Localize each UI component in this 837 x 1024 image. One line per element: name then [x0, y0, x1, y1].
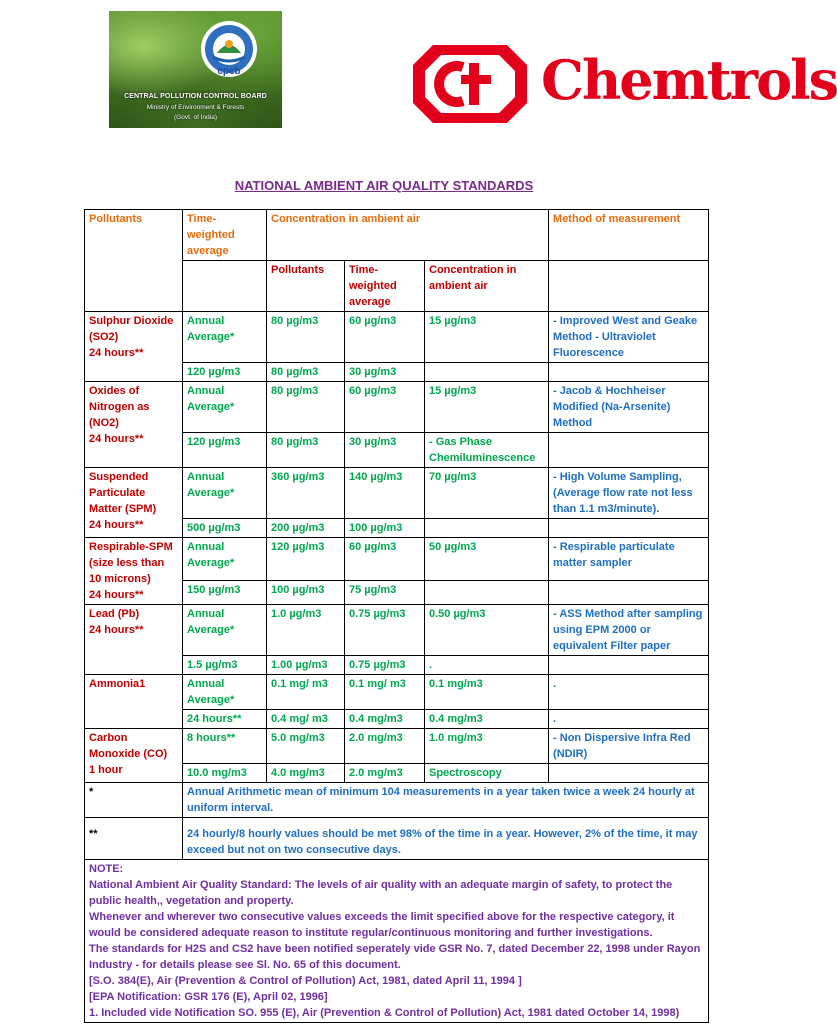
pollutant-name — [85, 675, 183, 729]
table-cell: 0.75 µg/m3 — [345, 656, 425, 675]
table-cell: 200 µg/m3 — [267, 519, 345, 538]
footnote-mark: ** — [85, 818, 183, 860]
table-row — [85, 538, 709, 581]
method-cell: . — [549, 675, 709, 710]
footnote-text: 24 hourly/8 hourly values should be met 98% of the time in a year. However, 2% of the time, it may exceed but not on two consecutive days. — [183, 818, 709, 860]
table-cell: 30 µg/m3 — [345, 363, 425, 382]
footnote-row — [85, 818, 709, 860]
table-cell: 2.0 mg/m3 — [345, 764, 425, 783]
table-row — [85, 605, 709, 656]
table-cell: 500 µg/m3 — [183, 519, 267, 538]
note-line: [EPA Notification: GSR 176 (E), April 02, 1996] — [89, 991, 328, 1003]
header-time-weighted: Time-weighted average — [183, 210, 267, 261]
table-cell — [549, 656, 709, 675]
table-cell: Annual Average* — [183, 538, 267, 581]
table-cell: Annual Average* — [183, 605, 267, 656]
pollutant-period: 24 hours** — [89, 519, 144, 531]
page-title: NATIONAL AMBIENT AIR QUALITY STANDARDS — [234, 178, 534, 193]
footnote-text: Annual Arithmetic mean of minimum 104 measurements in a year taken twice a week 24 hourly at uniform interval. — [183, 783, 709, 818]
table-cell: 2.0 mg/m3 — [345, 729, 425, 764]
table-cell: . — [425, 656, 549, 675]
table-cell: 100 µg/m3 — [267, 581, 345, 605]
table-cell — [425, 581, 549, 605]
subheader-time: Time-weighted average — [345, 261, 425, 312]
pollutant-period: 24 hours** — [89, 347, 144, 359]
table-header-row — [85, 210, 709, 261]
method-cell: - ASS Method after sampling using EPM 2000 or equivalent Filter paper — [549, 605, 709, 656]
table-cell: 70 µg/m3 — [425, 468, 549, 519]
table-cell: 15 µg/m3 — [425, 312, 549, 363]
header-concentration: Concentration in ambient air — [267, 210, 549, 261]
pollutant-period: 24 hours** — [89, 589, 144, 601]
table-cell: 80 µg/m3 — [267, 382, 345, 433]
table-cell — [549, 433, 709, 468]
method-cell: - Respirable particulate matter sampler — [549, 538, 709, 581]
pollutant-name — [85, 312, 183, 382]
table-cell: 1.0 µg/m3 — [267, 605, 345, 656]
table-cell: - Gas Phase Chemiluminescence — [425, 433, 549, 468]
method-cell: - High Volume Sampling, (Average flow rate not less than 1.1 m3/minute). — [549, 468, 709, 519]
table-cell — [549, 764, 709, 783]
table-cell: 30 µg/m3 — [345, 433, 425, 468]
cpcb-logo-text: cpcb — [217, 66, 241, 77]
ministry-name: Ministry of Environment & Forests — [146, 104, 245, 111]
table-cell: 80 µg/m3 — [267, 433, 345, 468]
note-line: The standards for H2S and CS2 have been notified seperately vide GSR No. 7, dated December 22, 1998 under Rayon Industry - for details please see Sl. No. 65 of this document. — [89, 943, 701, 971]
table-cell: 15 µg/m3 — [425, 382, 549, 433]
table-cell: 50 µg/m3 — [425, 538, 549, 581]
method-cell: . — [549, 710, 709, 729]
table-row — [85, 729, 709, 764]
pollutant-name — [85, 605, 183, 675]
pollutant-label: Sulphur Dioxide (SO2) — [89, 315, 174, 343]
table-cell: 1.0 mg/m3 — [425, 729, 549, 764]
table-cell: 0.4 mg/ m3 — [267, 710, 345, 729]
subheader-pollutants: Pollutants — [267, 261, 345, 312]
pollutant-name — [85, 729, 183, 783]
table-cell — [425, 363, 549, 382]
table-cell: 80 µg/m3 — [267, 363, 345, 382]
table-cell: 4.0 mg/m3 — [267, 764, 345, 783]
pollutant-label: Carbon Monoxide (CO) — [89, 732, 168, 760]
note-line: Whenever and wherever two consecutive values exceeds the limit specified above for the respective category, it would be considered adequate reason to institute regular/continuous monitoring and further investigations. — [89, 911, 675, 939]
header-pollutants: Pollutants — [85, 210, 183, 312]
header-method: Method of measurement — [549, 210, 709, 261]
table-cell: 10.0 mg/m3 — [183, 764, 267, 783]
table-cell: 0.50 µg/m3 — [425, 605, 549, 656]
standards-table — [84, 209, 709, 1023]
cpcb-emblem-icon — [199, 19, 259, 79]
table-cell: 140 µg/m3 — [345, 468, 425, 519]
table-cell: 80 µg/m3 — [267, 312, 345, 363]
ct-logo-text: ct — [469, 120, 471, 122]
pollutant-label: Ammonia1 — [89, 678, 146, 690]
table-cell: 150 µg/m3 — [183, 581, 267, 605]
table-cell: 5.0 mg/m3 — [267, 729, 345, 764]
table-cell — [549, 519, 709, 538]
note-heading: NOTE: — [89, 863, 124, 875]
table-cell: 360 µg/m3 — [267, 468, 345, 519]
table-cell: 120 µg/m3 — [183, 433, 267, 468]
pollutant-label: Lead (Pb) — [89, 608, 140, 620]
table-cell: Annual Average* — [183, 382, 267, 433]
table-cell: Annual Average* — [183, 675, 267, 710]
note-line: National Ambient Air Quality Standard: The levels of air quality with an adequate margin of safety, to protect the public health,, vegetation and property. — [89, 879, 673, 907]
table-cell: 75 µg/m3 — [345, 581, 425, 605]
table-cell: 0.4 mg/m3 — [425, 710, 549, 729]
table-cell: 120 µg/m3 — [183, 363, 267, 382]
pollutant-label: Oxides of Nitrogen as (NO2) — [89, 385, 150, 429]
subheader-blank — [183, 261, 267, 312]
table-cell: 100 µg/m3 — [345, 519, 425, 538]
note-line: [S.O. 384(E), Air (Prevention & Control of Pollution) Act, 1981, dated April 11, 1994 ] — [89, 975, 522, 987]
table-cell: 1.00 µg/m3 — [267, 656, 345, 675]
footnote-mark: * — [85, 783, 183, 818]
table-cell: 120 µg/m3 — [267, 538, 345, 581]
pollutant-period: 1 hour — [89, 764, 123, 776]
table-cell: 60 µg/m3 — [345, 538, 425, 581]
method-cell: - Improved West and Geake Method - Ultraviolet Fluorescence — [549, 312, 709, 363]
chemtrols-wordmark: Chemtrols — [541, 48, 837, 112]
table-row — [85, 675, 709, 710]
subheader-concentration: Concentration in ambient air — [425, 261, 549, 312]
table-cell — [549, 581, 709, 605]
table-cell: 0.75 µg/m3 — [345, 605, 425, 656]
pollutant-period: 24 hours** — [89, 624, 144, 636]
table-row — [85, 468, 709, 519]
table-cell: 0.1 mg/ m3 — [267, 675, 345, 710]
ct-logo-icon — [413, 45, 527, 123]
footnote-row — [85, 783, 709, 818]
table-cell: 1.5 µg/m3 — [183, 656, 267, 675]
table-cell: 8 hours** — [183, 729, 267, 764]
method-cell: - Jacob & Hochheiser Modified (Na-Arsenite) Method — [549, 382, 709, 433]
table-cell: 60 µg/m3 — [345, 382, 425, 433]
note-row — [85, 860, 709, 1023]
table-cell: 60 µg/m3 — [345, 312, 425, 363]
pollutant-name — [85, 382, 183, 468]
table-cell: Annual Average* — [183, 468, 267, 519]
table-cell: 0.1 mg/m3 — [425, 675, 549, 710]
pollutant-label: Suspended Particulate Matter (SPM) — [89, 471, 157, 515]
subheader-method-blank — [549, 261, 709, 312]
note-line: 1. Included vide Notification SO. 955 (E), Air (Prevention & Control of Pollution) Act, 1981 dated October 14, 1998) — [89, 1007, 680, 1019]
table-row — [85, 382, 709, 433]
table-cell — [549, 363, 709, 382]
table-row — [85, 312, 709, 363]
note-block — [85, 860, 709, 1023]
table-cell: 24 hours** — [183, 710, 267, 729]
board-name: CENTRAL POLLUTION CONTROL BOARD — [124, 93, 267, 100]
pollutant-label: Respirable-SPM (size less than 10 microns) — [89, 541, 173, 585]
table-cell: 0.4 mg/m3 — [345, 710, 425, 729]
pollutant-name — [85, 468, 183, 538]
table-cell: Annual Average* — [183, 312, 267, 363]
cpcb-logo — [109, 11, 282, 128]
method-cell: - Non Dispersive Infra Red (NDIR) — [549, 729, 709, 764]
govt-label: (Govt. of India) — [174, 114, 217, 121]
pollutant-name — [85, 538, 183, 605]
pollutant-period: 24 hours** — [89, 433, 144, 445]
table-cell: 0.1 mg/ m3 — [345, 675, 425, 710]
table-cell: Spectroscopy — [425, 764, 549, 783]
table-cell — [425, 519, 549, 538]
